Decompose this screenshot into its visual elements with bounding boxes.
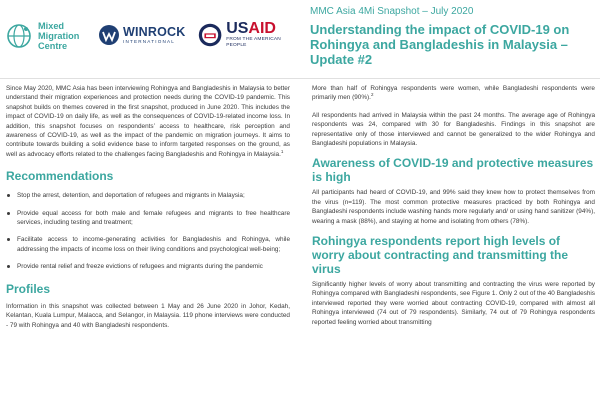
bullet-icon [7,212,10,215]
profiles-paragraph: Information in this snapshot was collected between 1 May and 26 June 2020 in Johor, Kedah, Kelantan, Kuala Lumpur, Malacca, and Selangor, in Malaysia. 119 phone interviews were conducted - 79 with Rohingya and 40 with Bangladeshi respondents. [6,302,290,329]
list-item: Provide equal access for both male and female refugees and migrants to free healthcare services, including testing and treatment; [6,209,290,228]
mmc-wordmark: Mixed Migration Centre [38,21,80,51]
intro-paragraph: Since May 2020, MMC Asia has been interviewing Rohingya and Bangladeshis in Malaysia to better understand their migration experiences and protection needs during the COVID-19 pandemic. This snapshot builds on themes covered in the first snapshot, produced in June 2020. This includes the impact of COVID-19 on daily life, as well as the consequences of COVID-19-related income loss. In addition, this snapshot focuses on respondents’ access to healthcare, risk perception and awareness of COVID-19, as well as the impact of the pandemic on migration journeys. It aims to contribute towards building a solid evidence base to inform targeted responses on the ground, as well as advocacy efforts related to the challenges facing Bangladeshis and Rohingya in Malaysia.$^1$ [6,85,290,158]
demographics-paragraph: More than half of Rohingya respondents were women, while Bangladeshi respondents were primarily men (90%).$^2$ [312,85,595,102]
mmc-logo [6,14,92,58]
usaid-seal-icon [198,20,222,50]
list-item: Facilitate access to income-generating activities for Bangladeshis and Rohingya, while addressing the impacts of income loss on their living conditions and psychological well-being; [6,235,290,254]
awareness-heading: Awareness of COVID-19 and protective measures is high [312,156,594,185]
usaid-sub: FROM THE AMERICAN PEOPLE [226,37,281,48]
document-title: Understanding the impact of COVID-19 on Rohingya and Bangladeshis in Malaysia – Update #2 [310,22,570,67]
usaid-logo [198,15,288,55]
bullet-icon [7,238,10,241]
snapshot-label: MMC Asia 4Mi Snapshot – July 2020 [310,6,474,17]
worry-heading: Rohingya respondents report high levels of worry about contracting and transmitting the virus [312,234,569,277]
profiles-heading: Profiles [6,281,51,296]
header-divider [0,78,600,79]
list-item: Provide rental relief and freeze evictions of refugees and migrants during the pandemic [6,262,290,271]
winrock-emblem-icon [98,24,120,46]
recommendations-list [6,191,290,271]
left-column [6,84,290,330]
recommendations-heading: Recommendations [6,169,114,184]
awareness-paragraph: All participants had heard of COVID-19, and 99% said they knew how to protect themselves from the virus (n=119). The most common protective measures practiced by both Rohingya and Bangladeshi respondents include washing hands more regularly and/ or using hand sanitizer (94%), wearing a mask (88%), and staying at home and isolating from others (78%). [312,189,595,225]
worry-paragraph: Significantly higher levels of worry about transmitting and contracting the virus were reported by Rohingya compared with Bangladeshi respondents, see Figure 1. Only 2 out of the 40 Bangladeshis interviewed reported they were worried about contracting COVID-19, compared with almost all Rohingya interviewed (74 out of 79 respondents). Similarly, 74 out of 79 Rohingya respondents reported feeling worried about transmitting [312,281,595,326]
bullet-icon [7,194,10,197]
winrock-logo [98,20,190,50]
list-item: Stop the arrest, detention, and deportation of refugees and migrants in Malaysia; [6,191,290,200]
arrival-paragraph: All respondents had arrived in Malaysia within the past 24 months. The average age of Rohingya respondents was 24, compared with 30 for Bangladeshis. Findings in this snapshot are representative only of those interviewed and cannot be generalized to the wider Rohingya and Bangladeshi populations in Malaysia. [312,111,595,148]
bullet-icon [7,265,10,268]
winrock-name: WINROCK [123,24,186,39]
mmc-globe-icon [6,23,32,49]
winrock-sub: INTERNATIONAL [123,38,176,44]
footnote-ref: 1 [280,148,284,154]
right-column [312,84,595,327]
usaid-name: USAID [226,20,276,37]
footnote-ref: 2 [370,92,374,98]
